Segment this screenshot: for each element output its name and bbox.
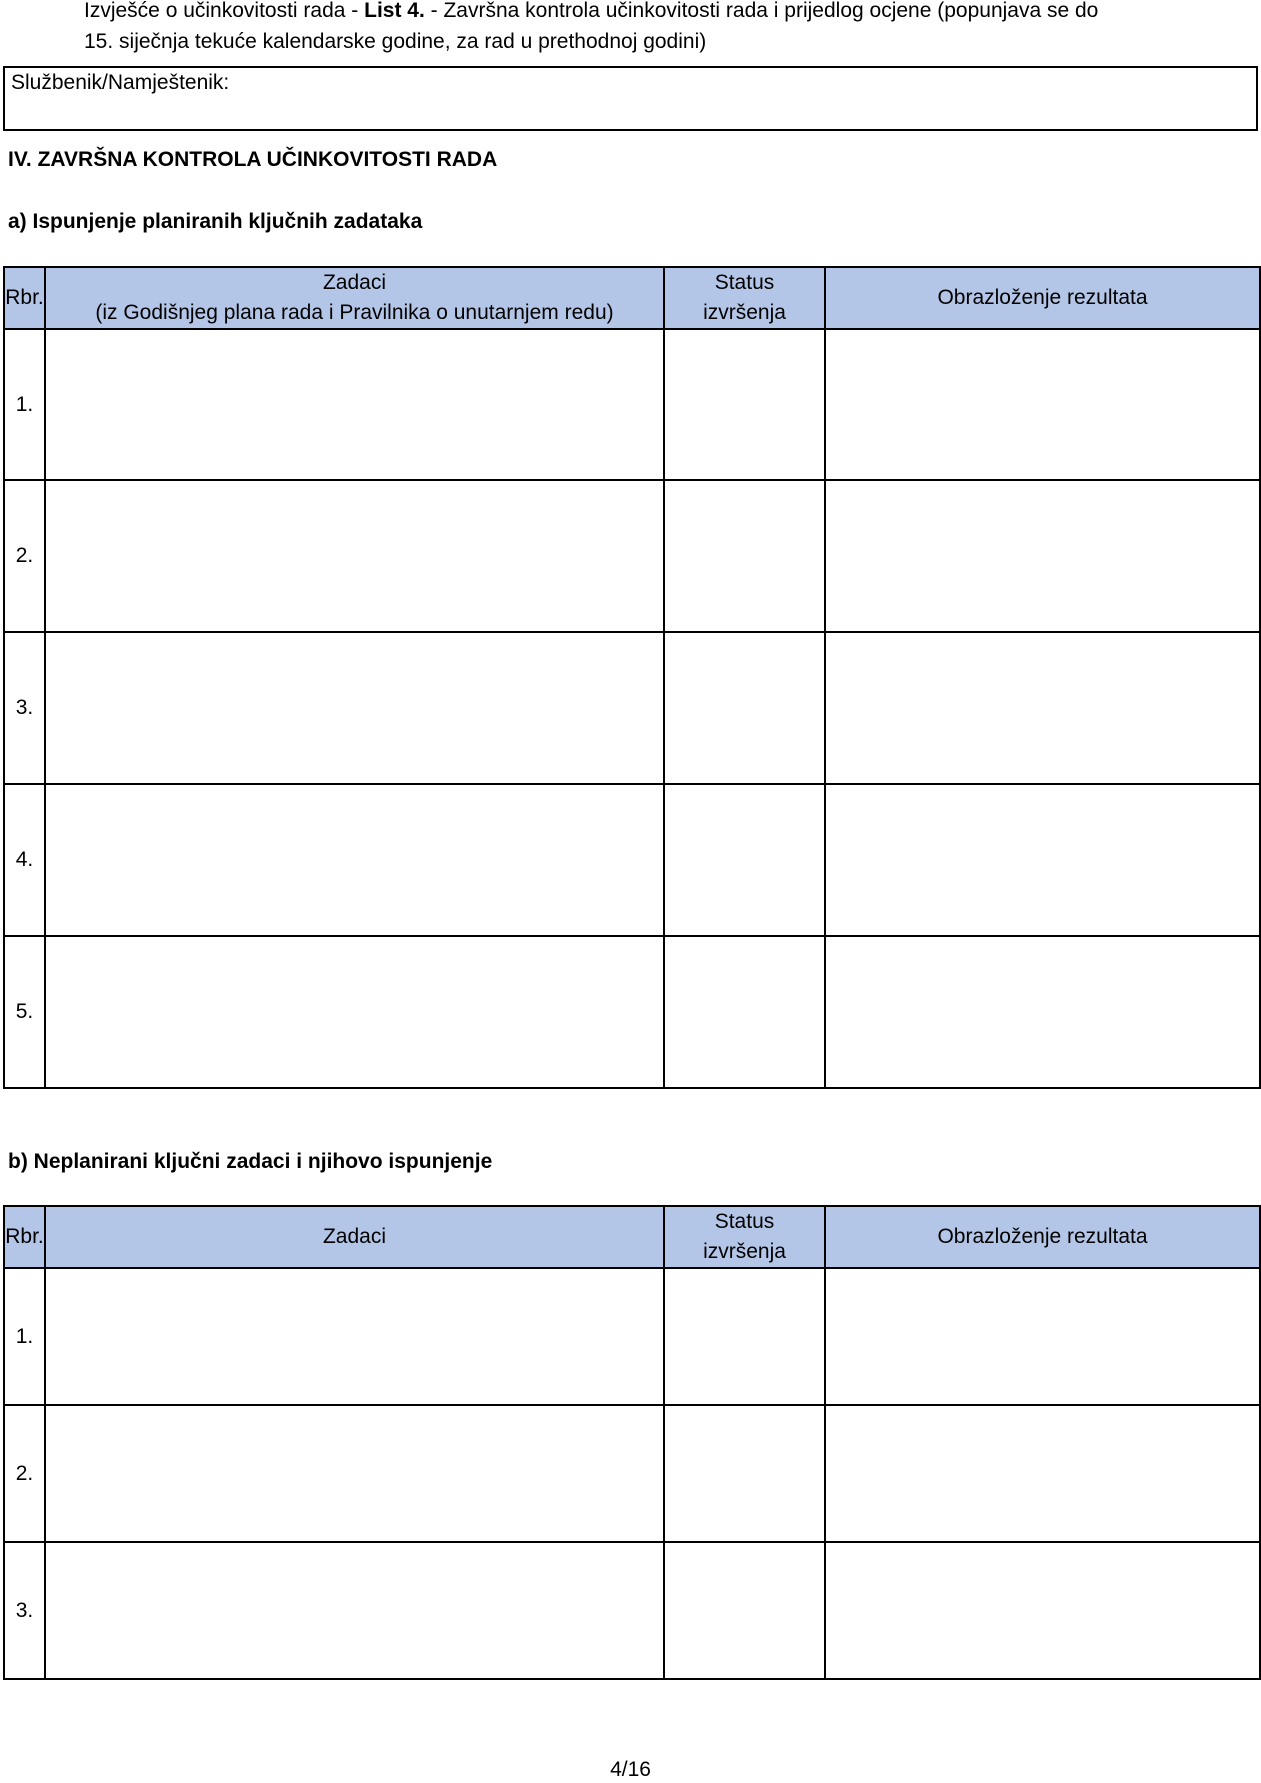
page-number: 4/16: [610, 1758, 651, 1781]
table-row: [4, 480, 1260, 632]
task-cell[interactable]: [45, 1405, 664, 1542]
status-cell[interactable]: [664, 1542, 825, 1679]
table-row: [4, 784, 1260, 936]
explanation-cell[interactable]: [825, 1405, 1260, 1542]
status-cell[interactable]: [664, 480, 825, 632]
row-number: 3.: [4, 1542, 45, 1679]
row-number: 2.: [4, 1405, 45, 1542]
col-rbr: Rbr.: [4, 267, 45, 329]
status-cell[interactable]: [664, 329, 825, 480]
explanation-cell[interactable]: [825, 784, 1260, 936]
task-cell[interactable]: [45, 784, 664, 936]
explanation-cell[interactable]: [825, 632, 1260, 784]
row-number: 2.: [4, 480, 45, 632]
task-cell[interactable]: [45, 936, 664, 1088]
task-cell[interactable]: [45, 1542, 664, 1679]
explanation-cell[interactable]: [825, 329, 1260, 480]
section-title: IV. ZAVRŠNA KONTROLA UČINKOVITOSTI RADA: [8, 148, 498, 171]
row-number: 1.: [4, 329, 45, 480]
explanation-cell[interactable]: [825, 480, 1260, 632]
table-row: [4, 632, 1260, 784]
table-a-header-row: [4, 267, 1260, 329]
explanation-cell[interactable]: [825, 1542, 1260, 1679]
header-list-number: List 4.: [364, 0, 425, 22]
table-row: [4, 329, 1260, 480]
status-cell[interactable]: [664, 784, 825, 936]
status-cell[interactable]: [664, 632, 825, 784]
table-row: [4, 936, 1260, 1088]
employee-field[interactable]: [3, 66, 1258, 131]
header-prefix: Izvješće o učinkovitosti rada -: [84, 0, 365, 22]
row-number: 4.: [4, 784, 45, 936]
task-cell[interactable]: [45, 329, 664, 480]
table-a-title: a) Ispunjenje planiranih ključnih zadataka: [8, 210, 423, 233]
table-b-header-row: [4, 1206, 1260, 1268]
table-row: [4, 1405, 1260, 1542]
col-tasks: Zadaci (iz Godišnjeg plana rada i Pravilnika o unutarnjem redu): [45, 267, 664, 329]
planned-tasks-table: [3, 266, 1261, 1089]
col-rbr: Rbr.: [4, 1206, 45, 1268]
header-line-2: 15. siječnja tekuće kalendarske godine, za rad u prethodnoj godini): [84, 30, 707, 53]
row-number: 5.: [4, 936, 45, 1088]
row-number: 1.: [4, 1268, 45, 1405]
task-cell[interactable]: [45, 480, 664, 632]
table-b-title: b) Neplanirani ključni zadaci i njihovo ispunjenje: [8, 1150, 493, 1173]
table-row: [4, 1542, 1260, 1679]
col-tasks: Zadaci: [45, 1206, 664, 1268]
row-number: 3.: [4, 632, 45, 784]
task-cell[interactable]: [45, 632, 664, 784]
status-cell[interactable]: [664, 1405, 825, 1542]
explanation-cell[interactable]: [825, 936, 1260, 1088]
col-status: Status izvršenja: [664, 267, 825, 329]
table-row: [4, 1268, 1260, 1405]
explanation-cell[interactable]: [825, 1268, 1260, 1405]
col-status: Status izvršenja: [664, 1206, 825, 1268]
status-cell[interactable]: [664, 1268, 825, 1405]
task-cell[interactable]: [45, 1268, 664, 1405]
col-explanation: Obrazloženje rezultata: [825, 267, 1260, 329]
header-suffix: - Završna kontrola učinkovitosti rada i prijedlog ocjene (popunjava se do: [424, 0, 1099, 22]
header-line-1: [84, 0, 1204, 26]
col-explanation: Obrazloženje rezultata: [825, 1206, 1260, 1268]
unplanned-tasks-table: [3, 1205, 1261, 1680]
status-cell[interactable]: [664, 936, 825, 1088]
employee-label: Službenik/Namještenik:: [11, 71, 230, 94]
